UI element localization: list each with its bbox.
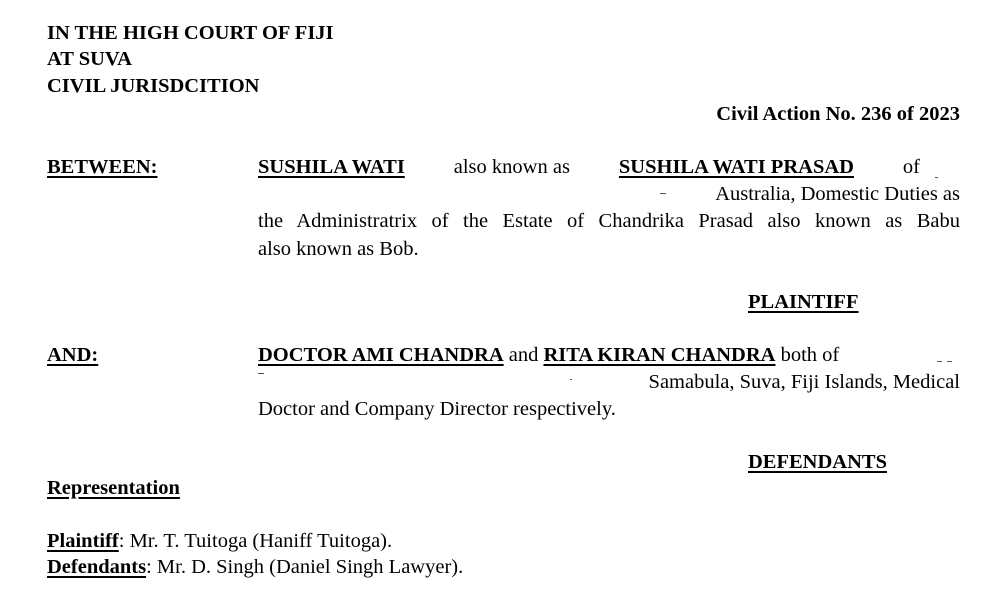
plaintiff-of: of — [902, 156, 920, 178]
defendant1-name: DOCTOR AMI CHANDRA — [258, 344, 504, 366]
plaintiff-role: PLAINTIFF — [748, 291, 859, 313]
and-label: AND: — [47, 344, 99, 366]
redaction-mark — [570, 379, 572, 380]
defendants-representation — [47, 554, 463, 580]
defendant-line-2: Samabula, Suva, Fiji Islands, Medical — [648, 371, 960, 393]
plaintiff-line-1 — [258, 154, 960, 180]
redaction-mark — [935, 177, 938, 178]
redaction-mark — [660, 193, 666, 194]
redaction-mark — [258, 373, 264, 374]
plaintiff-rep-counsel: : Mr. T. Tuitoga (Haniff Tuitoga). — [118, 530, 393, 552]
defendants-rep-label: Defendants — [47, 556, 147, 578]
court-jurisdiction: CIVIL JURISDCITION — [47, 75, 260, 97]
defendant-and: and — [508, 344, 539, 366]
court-location: AT SUVA — [47, 48, 132, 70]
court-name: IN THE HIGH COURT OF FIJI — [47, 22, 334, 44]
defendant-both-of: both of — [780, 344, 840, 366]
plaintiff-aka: also known as — [453, 156, 570, 178]
redaction-mark — [937, 361, 942, 362]
defendant2-name: RITA KIRAN CHANDRA — [543, 344, 776, 366]
plaintiff-line-4: also known as Bob. — [258, 238, 419, 260]
plaintiff-name: SUSHILA WATI — [258, 156, 405, 178]
plaintiff-line-2: Australia, Domestic Duties as — [715, 183, 960, 205]
civil-action-number: Civil Action No. 236 of 2023 — [716, 103, 960, 125]
plaintiff-line-3: the Administratrix of the Estate of Chandrika Prasad also known as Babu — [258, 210, 960, 232]
plaintiff-representation — [47, 528, 392, 554]
between-label: BETWEEN: — [47, 156, 158, 178]
defendants-rep-counsel: : Mr. D. Singh (Daniel Singh Lawyer). — [146, 556, 464, 578]
plaintiff-rep-label: Plaintiff — [47, 530, 119, 552]
defendants-role: DEFENDANTS — [748, 451, 887, 473]
defendant-line-1 — [258, 342, 839, 368]
redaction-mark — [947, 361, 952, 362]
defendant-line-3: Doctor and Company Director respectively. — [258, 398, 616, 420]
representation-heading: Representation — [47, 477, 180, 499]
plaintiff-alias: SUSHILA WATI PRASAD — [618, 156, 854, 178]
